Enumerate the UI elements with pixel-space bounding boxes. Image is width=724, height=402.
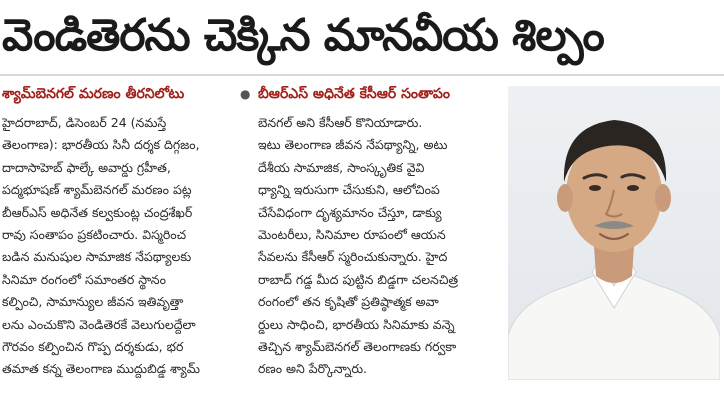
text-line: పద్మభూషణ్ శ్యామ్‌బెనగల్ మరణం పట్ల [2,182,192,198]
text-line: దాదాసాహెబ్ ఫాల్కే అవార్డు గ్రహీత, [2,159,171,175]
text-line: రంగంలో తన కృషితో ప్రతిష్ఠాత్మక అవా [258,294,439,310]
text-line: ర్డులు సాధించి, భారతీయ సినిమాకు వన్నె [258,316,455,332]
article-column-2 [258,112,502,400]
subheading-left: శ్యామ్‌బెనగల్ మరణం తీరనిలోటు [2,86,185,102]
portrait-illustration [508,86,720,380]
portrait-photo [508,86,720,380]
subheading-right: బీఆర్ఎస్ అధినేత కేసీఆర్ సంతాపం [258,86,450,102]
text-line: రణం అని పేర్కొన్నారు. [258,361,368,377]
headline-divider [0,74,724,76]
text-line: రాబాద్ గడ్డ మీద పుట్టిన బిడ్డగా చలనచిత్ర [258,271,459,287]
text-line: బీఆర్ఎస్ అధినేత కల్వకుంట్ల చంద్రశేఖర్ [2,204,193,220]
text-line: హైదరాబాద్, డిసెంబర్ 24 (నమస్తే [2,115,167,130]
text-line: రావు సంతాపం ప్రకటించారు. విస్మరించ [2,227,187,243]
headline: వెండితెరను చెక్కిన మానవీయ శిల్పం [2,10,604,61]
text-line: చేసేవిధంగా దృశ్యమానం చేస్తూ, డాక్యు [258,204,442,220]
text-line: సినిమా రంగంలో సమాంతర స్థానం [2,271,166,287]
subheading-bullet: ● [240,87,251,101]
text-line: బడిన మనుషుల సామాజిక నేపథ్యాలకు [2,249,192,265]
text-line: తెచ్చిన శ్యామ్‌బెనగల్ తెలంగాణకు గర్వకా [258,339,457,355]
text-line: బెనగల్ అని కేసీఆర్ కొనియాడారు. [258,115,423,130]
text-line: గౌరవం కల్పించిన గొప్ప దర్శకుడు, భర [2,339,184,355]
text-line: తెలంగాణ): భారతీయ సినీ దర్శక దిగ్గజం, [2,137,200,153]
text-line: తమాత కన్న తెలంగాణ ముద్దుబిడ్డ శ్యామ్ [2,361,200,377]
text-line: దేశీయ సామాజిక, సాంస్కృతిక వైవి [258,159,425,175]
text-line: కల్పించి, సామాన్యుల జీవన ఇతివృత్తా [2,294,184,310]
text-line: లను ఎంచుకొని వెండితెరకే వెలుగులద్దేలా [2,316,196,332]
text-line: సేవలను కేసీఆర్ స్మరించుకున్నారు. హైద [258,249,448,265]
text-line: ధ్యాన్ని ఇరుసుగా చేసుకుని, ఆలోచింప [258,182,440,198]
article-column-1 [2,112,248,400]
text-line: ఇటు తెలంగాణ జీవన నేపథ్యాన్ని, అటు [258,137,448,153]
text-line: మెంటరీలు, సినిమాల రూపంలో ఆయన [258,227,446,243]
